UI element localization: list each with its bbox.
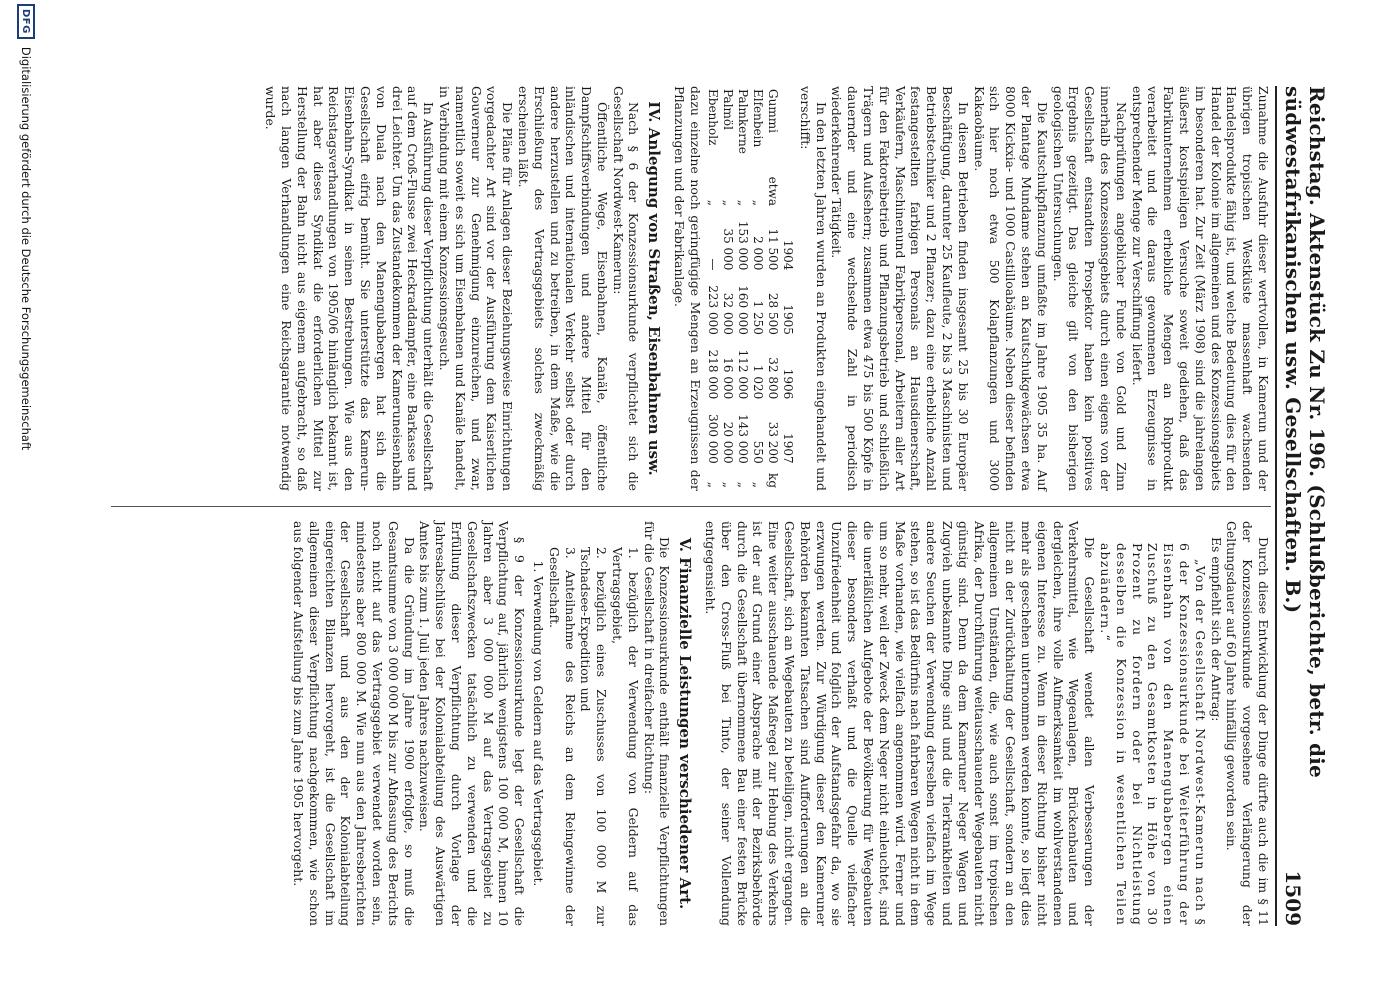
unit-cell: „ xyxy=(751,481,766,488)
value-cell: 112 000 xyxy=(736,349,751,400)
unit-cell: „ xyxy=(706,481,721,488)
table-row xyxy=(735,86,750,491)
list-item-text: bezüglich eines Zuschusses von 100 000 M zur Tschadsee-Expedition und xyxy=(578,547,610,926)
page-number: 1509 xyxy=(1281,870,1305,926)
value-cell: 1 250 xyxy=(751,300,766,335)
subsection-heading: 1. Verwendung von Geldern auf das Vertragsgebiet. xyxy=(530,560,546,887)
document-sheet xyxy=(85,86,1329,926)
table-header-blank xyxy=(780,86,795,168)
obligations-list xyxy=(546,521,641,926)
paragraph: Die Gesellschaft wendet allen Verbesserungen der Verkehrsmittel, wie Wegeanlagen, Brückenbauten und dergleichen, ihre volle Aufmerksamkeit im wohlverstandenen eigenen Interesse zu. Wenn in dieser Richtung bisher nicht mehr als geschehen unternommen werden konnte, so liegt dies nicht an der Zurückhaltung der Gesellschaft, sondern an den allgemeinen Umständen, die, wie auch sonst im tropischen Afrika, der Durchführung weitausschauender Wegebauten nicht günstig sind. Denn da dem Kameruner Neger Wagen und Zugvieh unbekannte Dinge sind und die Tierkrankheiten und andere Seuchen der Verwendung derselben vielfach im Wege stehen, so ist das Bedürfnis nach fahrbaren Wegen nicht in dem Maße vorhanden, wie vielfach angenommen wird. Ferner und um so mehr, weil der Zweck dem Neger nicht einleuchtet, sind die unerläßlichen Aufgebote der Bevölkerung für Wegebauten dieser besonders verhaßt und die Quelle vielfacher Unzufriedenheit und folglich der Aufstandsgefahr da, wo sie erzwungen werden. Zur Würdigung dieser den Kameruner Behörden bekannten Tatsachen sind Aufforderungen an die Gesellschaft, sich an Wegebauten zu beteiligen, nicht ergangen. Eine weiter ausschauende Maßregel zur Hebung des Verkehrs ist der auf Grund einer Absprache mit der Bezirksbehörde durch die Gesellschaft übernommene Bau einer festen Brücke über den Cross-Fluß bei Tinto, der seiner Vollendung entgegensieht. xyxy=(703,521,1098,926)
value-cell: 28 500 xyxy=(766,292,781,335)
value-cell: 223 000 xyxy=(706,285,721,335)
paragraph: Nach § 6 der Konzessionsurkunde verpflichtet sich die Gesellschaft Nordwest-Kamerun: xyxy=(610,86,642,491)
paragraph: Durch diese Entwicklung der Dinge dürfte auch die im § 11 der Konzessionsurkunde vorgesehene Verlängerung der Geltungsdauer auf 60 Jahre hinfällig geworden sein. xyxy=(1224,521,1271,926)
value-cell: 143 000 xyxy=(736,414,751,464)
value-cell: 1 020 xyxy=(751,364,766,400)
products-table-header xyxy=(780,86,795,491)
page-header xyxy=(1275,86,1329,926)
section-heading: V. Finanzielle Leistungen verschiedener Art. xyxy=(676,537,695,910)
product-name: Palmkerne xyxy=(736,89,751,154)
value-cell: 32 800 xyxy=(766,357,781,400)
prefix-cell: „ xyxy=(736,199,751,207)
page-header-title: Reichstag. Aktenstück Zu Nr. 196. (Schlußberichte, betr. die südwestafrikanischen usw. Gesellschaften. B.) xyxy=(1281,86,1329,778)
value-cell: 300 000 xyxy=(706,414,721,464)
list-item xyxy=(578,547,610,926)
list-item-text: bezüglich der Verwendung von Geldern auf das Vertragsgebiet, xyxy=(609,547,641,926)
list-item xyxy=(546,547,578,926)
table-row xyxy=(705,86,720,491)
unit-cell: „ xyxy=(721,481,736,488)
table-header-year: 1907 xyxy=(781,433,796,464)
column-divider xyxy=(111,506,1271,507)
list-item xyxy=(609,547,641,926)
prefix-cell: etwa xyxy=(766,176,781,207)
value-cell: 32 000 xyxy=(721,292,736,335)
table-row xyxy=(765,86,780,491)
value-cell: 550 xyxy=(751,440,766,464)
value-cell: 153 000 xyxy=(736,220,751,271)
value-cell: 160 000 xyxy=(736,285,751,335)
paragraph: dazu einzelne noch geringfügige Mengen an Erzeugnissen der Pflanzungen und der Fabrikanlage. xyxy=(672,86,704,491)
paragraph: Öffentliche Wege, Eisenbahnen, Kanäle, öffentliche Dampfschiffsverbindungen und andere Mittel für den inländischen und internationalen Verkehr selbst oder durch andere herzustellen und zu betreiben, in dem Maße, wie die Erschließung des Vertragsgebiets solches zweckmäßig erscheinen läßt. xyxy=(515,86,610,491)
paragraph: In diesen Betrieben finden insgesamt 25 bis 30 Europäer Beschäftigung, darunter 25 Kaufleute, 2 bis 3 Maschinisten und Betriebstechniker und 2 Pflanzer; dazu eine erhebliche Anzahl festangestellten farbigen Personals an Hausdienerschaft, Verkäufern, Maschinenund Fabrikpersonal, Arbeitern aller Art für den Faktoreibetrieb und Pflanzungsbetrieb und schließlich Trägern und Aufsehern; zusammen etwa 475 bis 500 Köpfe in dauernder und eine wechselnde Zahl in periodisch wiederkehrender Tätigkeit. xyxy=(829,86,971,491)
paragraph: Da die Gründung im Jahre 1900 erfolgte, so muß die Gesamtsumme von 3 000 000 M bis zur Abfassung des Berichts noch nicht auf das Vertragsgebiet verwendet worden sein, mindestens aber 800 000 M. Wie nun aus den Jahresberichten der Gesellschaft und aus den der Kolonialabteilung eingereichten Bilanzen hervorgeht, ist die Gesellschaft im allgemeinen dieser Verpflichtung nachgekommen, wie schon aus folgender Aufstellung bis zum Jahre 1905 hervorgeht. xyxy=(290,521,417,926)
paragraph: In Ausführung dieser Verpflichtung unterhält die Gesellschaft auf dem Croß-Flusse zwei Heckraddampfer, eine Barkasse und drei Leichter. Um das Zustandekommen der Kameruneisenbahn von Duala nach den Manengubabergen hat sich die Gesellschaft eifrig bemüht. Sie unterstützte das Kamerun-Eisenbahn-Syndikat in seinen Bestrebungen. Wie aus den Reichstagsverhandlungen von 1905/06 hinlänglich bekannt ist, hat aber dieses Syndikat die erforderlichen Mittel zur Herstellung der Bahn nicht aus eigenem aufgebracht, so daß nach langen Verhandlungen eine Reichsgarantie notwendig wurde. xyxy=(263,86,437,491)
list-item-number: 3. xyxy=(562,547,578,559)
list-item-text: Anteilnahme des Reichs an dem Reingewinne der Gesellschaft. xyxy=(546,547,578,926)
paragraph: Nachprüfungen angeblicher Funde von Gold und Zinn innerhalb des Konzessionsgebiets durch einen eigens von der Gesellschaft entsandten Prospektor haben kein positives Ergebnis gezeitigt. Das gleiche gilt von den bisherigen geologischen Untersuchungen. xyxy=(1050,86,1129,491)
value-cell: 20 000 xyxy=(721,421,736,464)
paragraph: Die Konzessionsurkunde enthält finanzielle Verpflichtungen für die Gesellschaft in dreifacher Richtung: xyxy=(641,521,673,926)
left-column xyxy=(91,86,1271,491)
value-cell: 2 000 xyxy=(751,236,766,271)
unit-cell: „ xyxy=(736,481,751,488)
right-column xyxy=(91,521,1271,926)
products-table xyxy=(705,86,795,491)
value-cell: — xyxy=(706,258,721,271)
value-cell: 218 000 xyxy=(706,349,721,400)
prefix-cell: „ xyxy=(751,199,766,207)
value-cell: 11 500 xyxy=(766,228,781,271)
table-header-blank xyxy=(780,467,795,491)
paragraph: § 9 der Konzessionsurkunde legt der Gesellschaft die Verpflichtung auf, jährlich wenigstens 100 000 M, binnen 10 Jahren aber 3 000 000 M auf das Vertragsgebiet zu Gesellschaftszwecken tatsächlich zu verwenden und die Erfüllung dieser Verpflichtung durch Vorlage der Jahresabschlüsse bei der Kolonialabteilung des Auswärtigen Amtes bis zum 1. Juli jeden Jahres nachzuweisen. xyxy=(417,521,528,926)
table-row xyxy=(720,86,735,491)
value-cell: 33 200 xyxy=(766,421,781,464)
value-cell: 35 000 xyxy=(721,228,736,271)
paragraph: In den letzten Jahren wurden an Produkten eingehandelt und verschifft: xyxy=(797,86,829,491)
unit-cell: kg xyxy=(766,473,781,488)
section-heading: IV. Anlegung von Straßen, Eisenbahnen usw. xyxy=(645,101,664,476)
prefix-cell: „ xyxy=(706,199,721,207)
value-cell: 16 000 xyxy=(721,357,736,400)
dfg-logo: DFG xyxy=(17,4,35,39)
table-row xyxy=(750,86,765,491)
paragraph: Die Pläne für Anlagen dieser Beziehungsweise Einrichtungen vorgedachter Art sind vor der Ausführung dem Kaiserlichen Gouverneur zur Genehmigung einzureichen, und zwar, namentlich soweit es sich um Eisenbahnen und Kanäle handelt, in Verbindung mit einem Konzessionsgesuch. xyxy=(436,86,516,491)
table-header-blank xyxy=(780,168,795,209)
table-header-year: 1906 xyxy=(781,368,796,400)
paragraph: Zunahme die Ausfuhr dieser wertvollen, in Kamerun und der übrigen tropischen Westküste massenhaft wachsenden Handelsprodukte fähig ist, und welche Bedeutung dies für den Handel der Kolonie im allgemeinen und des Konzessionsgebiets im besonderen hat. Zur Zeit (März 1908) sind die jahrelangen äußerst kostspieligen Versuche soweit gediehen, daß das Fabrikunternehmen erhebliche Mengen an Rohprodukt verarbeitet und die daraus gewonnenen Erzeugnisse in entsprechender Menge zur Verschiffung liefert. xyxy=(1129,86,1271,491)
list-item-number: 2. xyxy=(594,547,610,559)
digitization-credit: Digitalisierung gefördert durch die Deutsche Forschungsgemeinschaft xyxy=(19,46,33,451)
quoted-motion: „Von der Gesellschaft Nordwest-Kamerun nach § 6 der Konzessionsurkunde bei Weiterführung der Eisenbahn von den Manengubabergen einen Zuschuß zu den Gesamtkosten in Höhe von 30 Prozent zu fordern oder bei Nichtleistung desselben die Konzession in wesentlichen Teilen abzuändern.“ xyxy=(1098,543,1208,926)
digitization-footer xyxy=(9,0,43,1000)
paragraph: Die Kautschukpflanzung umfaßte im Jahre 1905 35 ha. Auf der Plantage Mundame stehen an Kautschukgewächsen etwa 8000 Kickxia- und 1000 Castilloabäume. Neben dieser befinden sich hier noch etwa 500 Kolapflanzungen und 3000 Kakaobäume. xyxy=(971,86,1050,491)
product-name: Ebenholz xyxy=(706,89,721,146)
table-header-year: 1904 xyxy=(781,239,796,271)
prefix-cell: „ xyxy=(721,199,736,207)
product-name: Palmöl xyxy=(721,89,736,130)
product-name: Elfenbein xyxy=(751,89,766,148)
product-name: Gummi xyxy=(766,89,781,133)
paragraph: Es empfiehlt sich der Antrag: xyxy=(1208,537,1224,722)
list-item-number: 1. xyxy=(625,547,641,559)
table-header-year: 1905 xyxy=(781,304,796,335)
